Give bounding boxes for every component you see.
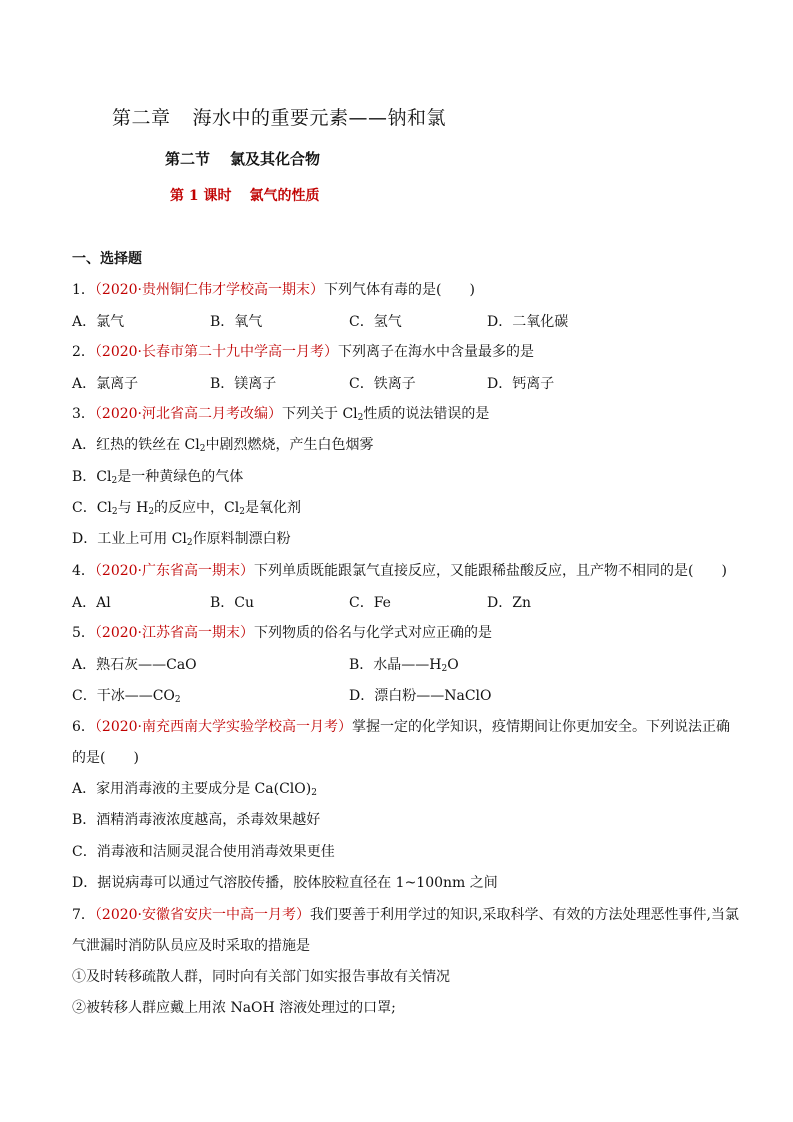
option-text: B．Cl [72,469,112,485]
option-text: A．红热的铁丝在 Cl [72,437,200,453]
option-text-cont: 中剧烈燃烧，产生白色烟雾 [205,437,374,453]
option-a: A．氯气 [72,314,125,330]
question-number: 4． [72,563,95,579]
question-7-item-1: ①及时转移疏散人群，同时向有关部门如实报告事故有关情况 [72,969,450,985]
option-text-cont: 的反应中，Cl [154,500,240,516]
option-text-cont: 是氧化剂 [244,500,301,516]
subscript: 2 [357,413,364,423]
subscript: 2 [111,476,118,486]
question-number: 2． [72,344,95,360]
option-text-cont: 与 H [117,500,149,516]
question-6-stem [72,716,730,736]
option-d: D．漂白粉——NaClO [349,688,492,704]
question-text: 下列离子在海水中含量最多的是 [338,344,535,360]
question-6-option-c: C．消毒液和洁厕灵混合使用消毒效果更佳 [72,844,335,860]
question-number: 3． [72,406,95,422]
option-a: A．熟石灰——CaO [72,657,197,673]
question-6-option-a [72,778,317,798]
subscript: 2 [441,664,448,674]
option-text-cont: 是一种黄绿色的气体 [117,469,244,485]
chapter-number: 第二章 [112,107,171,129]
question-text: 下列单质既能跟氯气直接反应，又能跟稀盐酸反应，且产物不相同的是( ) [254,563,727,579]
question-text: 我们要善于利用学过的知识,采取科学、有效的方法处理恶性事件,当氯 [310,907,739,923]
question-6-option-b: B．酒精消毒液浓度越高，杀毒效果越好 [72,812,321,828]
subscript: 2 [174,695,181,705]
option-d: D．钙离子 [487,376,555,392]
question-source: （2020·南充西南大学实验学校高一月考） [94,719,352,735]
option-c [72,685,181,705]
question-number: 1． [72,282,95,298]
chapter-title [112,103,446,130]
subscript: 2 [186,538,193,548]
option-a: A．Al [72,595,111,611]
option-a: A．氯离子 [72,376,139,392]
option-b: B．Cu [210,595,255,611]
option-c: C．氢气 [349,314,402,330]
question-number: 7． [72,907,95,923]
option-text: B．水晶——H [349,657,442,673]
option-text: C．Cl [72,500,112,516]
option-d: D．Zn [487,595,531,611]
question-source: （2020·贵州铜仁伟才学校高一期末） [94,282,325,298]
subscript: 2 [239,507,245,517]
option-b [349,654,459,674]
question-text: 下列气体有毒的是( ) [324,282,475,298]
option-text-cont: 作原料制漂白粉 [192,531,291,547]
chapter-name: 海水中的重要元素——钠和氯 [192,107,447,129]
question-2-stem [72,341,534,361]
part-heading: 一、选择题 [72,251,142,267]
question-text: 下列关于 Cl [282,406,358,422]
section-name: 氯及其化合物 [230,150,321,168]
question-3-stem [72,403,489,423]
question-3-option-a [72,434,373,454]
lesson-name: 氯气的性质 [249,188,320,204]
question-number: 6． [72,719,95,735]
question-text-cont: 性质的说法错误的是 [363,406,490,422]
question-1-stem [72,279,475,299]
question-4-stem [72,560,727,580]
question-7-item-2: ②被转移人群应戴上用浓 NaOH 溶液处理过的口罩; [72,1000,396,1016]
question-7-stem-cont: 气泄漏时消防队员应及时采取的措施是 [72,938,310,954]
lesson-number: 第 1 课时 [170,188,232,204]
question-text: 掌握一定的化学知识，疫情期间让你更加安全。下列说法正确 [352,719,730,735]
option-c: C．铁离子 [349,376,416,392]
question-text: 下列物质的俗名与化学式对应正确的是 [254,625,493,641]
question-6-stem-cont: 的是( ) [72,750,139,766]
option-text: A．家用消毒液的主要成分是 Ca(ClO) [72,781,312,797]
option-text-cont: O [447,657,459,673]
section-number: 第二节 [165,150,211,168]
question-source: （2020·长春市第二十九中学高一月考） [94,344,339,360]
option-b: B．镁离子 [210,376,277,392]
subscript: 2 [199,444,206,454]
subscript: 2 [311,788,317,798]
question-source: （2020·广东省高一期末） [94,563,255,579]
question-number: 5． [72,625,95,641]
option-d: D．二氧化碳 [487,314,569,330]
option-c: C．Fe [349,595,391,611]
question-3-option-b [72,466,243,486]
lesson-title [170,185,320,205]
question-3-option-c [72,497,301,517]
question-3-option-d [72,528,291,548]
question-source: （2020·河北省高二月考改编） [94,406,283,422]
section-title [165,148,320,169]
question-source: （2020·江苏省高一期末） [94,625,255,641]
option-text: C．干冰——CO [72,688,175,704]
subscript: 2 [148,507,155,517]
question-6-option-d: D．据说病毒可以通过气溶胶传播，胶体胶粒直径在 1~100nm 之间 [72,875,498,891]
question-5-stem [72,622,492,642]
option-text: D．工业上可用 Cl [72,531,187,547]
question-7-stem [72,904,739,924]
option-b: B．氧气 [210,314,263,330]
subscript: 2 [111,507,118,517]
question-source: （2020·安徽省安庆一中高一月考） [94,907,311,923]
